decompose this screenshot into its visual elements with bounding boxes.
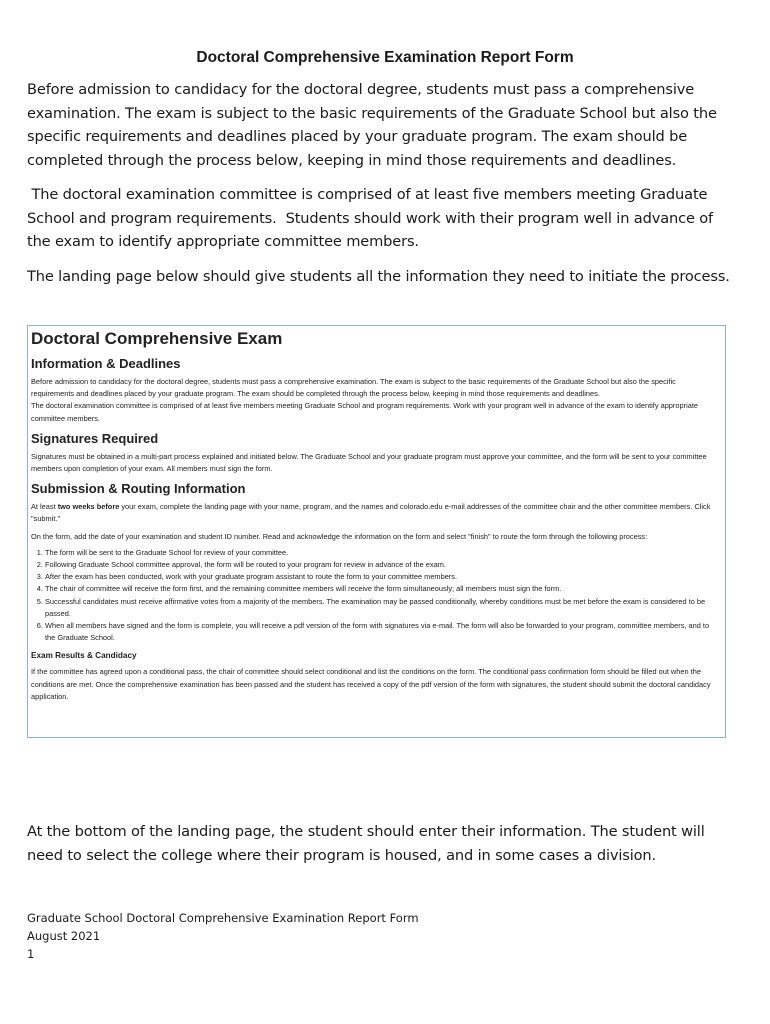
routing-step: 3. After the exam has been conducted, work with your graduate program assistant to route the form to your committee members.	[45, 571, 721, 583]
form-instructions-text: On the form, add the date of your examination and student ID number. Read and acknowledge the information on the form and select "finish" to route the form through the following process:	[31, 531, 648, 541]
landing-page-paragraph: The landing page below should give students all the information they need to initiate the process.	[27, 268, 730, 285]
footer-form-name: Graduate School Doctoral Comprehensive Examination Report Form	[27, 911, 419, 925]
submission-text	[31, 501, 721, 525]
submission-text-pre: At least	[31, 502, 58, 512]
page-number: 1	[27, 947, 35, 961]
submission-heading: Submission & Routing Information	[31, 481, 246, 497]
routing-steps-list	[31, 547, 721, 645]
document-title: Doctoral Comprehensive Examination Report Form	[196, 49, 574, 66]
results-text: If the committee has agreed upon a conditional pass, the chair of committee should select conditional and list the conditions on the form. The conditional pass confirmation form should be filled out when the conditions are met. Once the comprehensive examination has been passed and the student has received a copy of the pdf version of the form with signatures, the student should submit the doctoral candidacy application.	[31, 667, 711, 701]
info-text-1: Before admission to candidacy for the doctoral degree, students must pass a comprehensive examination. The exam is subject to the basic requirements of the Graduate School but also the specific requirements and deadlines placed by your graduate program. The exam should be completed through the process below, keeping in mind those requirements and deadlines.	[31, 377, 676, 399]
routing-step: 1. The form will be sent to the Graduate School for review of your committee.	[45, 547, 721, 559]
landing-page-screenshot	[27, 325, 726, 738]
committee-paragraph: The doctoral examination committee is comprised of at least five members meeting Graduate School and program requirements. Students should work with their program well in advance of the exam to identify appropriate committee members.	[27, 186, 718, 251]
submission-text-bold: two weeks before	[57, 502, 120, 512]
footer-date: August 2021	[27, 929, 101, 943]
embedded-page-heading: Doctoral Comprehensive Exam	[31, 329, 283, 348]
signatures-text: Signatures must be obtained in a multi-part process explained and initiated below. The Graduate School and your graduate program must approve your committee, and the form will be sent to your committee members upon completion of your exam. All members must sign the form.	[31, 451, 707, 474]
info-text-2: The doctoral examination committee is comprised of at least five members meeting Graduate School and program requirements. Work with your program well in advance of the exam to identify appropriate committee members.	[31, 401, 698, 423]
page-footer	[27, 909, 419, 963]
info-deadlines-heading: Information & Deadlines	[31, 356, 181, 371]
signatures-heading: Signatures Required	[31, 430, 159, 446]
routing-step: 4. The chair of committee will receive the form first, and the remaining committee members will receive the form simultaneously; all members must sign the form.	[45, 583, 721, 595]
intro-paragraph: Before admission to candidacy for the doctoral degree, students must pass a comprehensive examination. The exam is subject to the basic requirements of the Graduate School but also the specific requirements and deadlines placed by your graduate program. The exam should be completed through the process below, keeping in mind those requirements and deadlines.	[27, 81, 717, 170]
routing-step: 6. When all members have signed and the form is complete, you will receive a pdf version of the form with signatures via e-mail. The form will also be forwarded to your program, committee members, and to the Graduate School.	[45, 620, 721, 644]
bottom-paragraph: At the bottom of the landing page, the student should enter their information. The student will need to select the college where their program is housed, and in some cases a division.	[27, 823, 705, 864]
routing-step: 2. Following Graduate School committee approval, the form will be routed to your program for review in advance of the exam.	[45, 559, 721, 571]
routing-step: 5. Successful candidates must receive affirmative votes from a majority of the members. The examination may be passed conditionally, whereby conditions must be met before the exam is considered to be passed.	[45, 596, 721, 620]
results-heading: Exam Results & Candidacy	[31, 651, 137, 661]
submission-text-post: your exam, complete the landing page with your name, program, and the names and colorado.edu e-mail addresses of the committee chair and the other committee members. Click "submit."	[31, 502, 711, 524]
